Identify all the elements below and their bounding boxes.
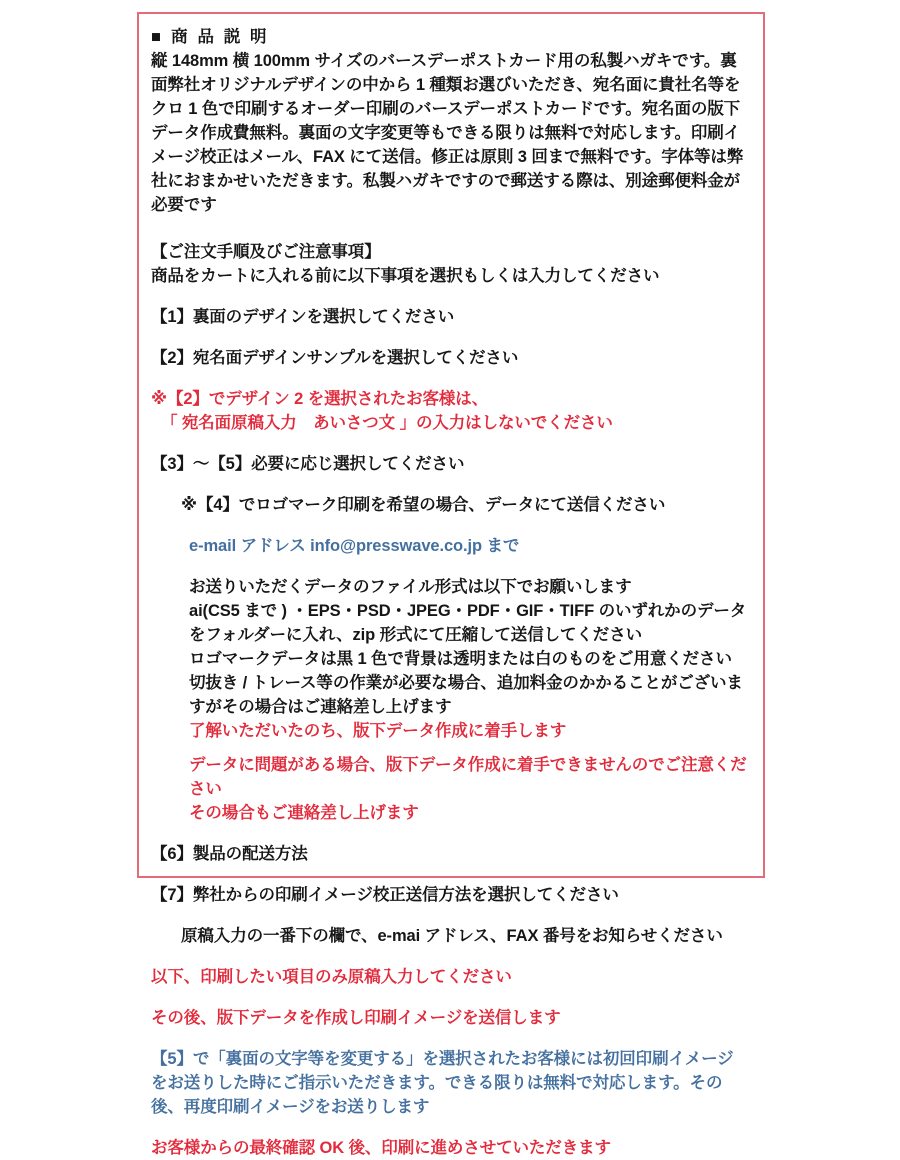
order-section-subtitle: 商品をカートに入れる前に以下事項を選択もしくは入力してください [151,267,660,285]
step-3-to-5: 【3】〜【5】必要に応じ選択してください [151,455,465,473]
data-problem-note: データに問題がある場合、版下データ作成に着手できませんのでご注意ください [189,756,747,798]
logo-print-note: ※【4】でロゴマーク印刷を希望の場合、データにて送信ください [181,496,666,514]
file-format-intro: お送りいただくデータのファイル形式は以下でお願いします [189,578,632,596]
spacer [151,558,749,575]
step-2: 【2】宛名面デザインサンプルを選択してください [151,349,519,367]
order-section-title: 【ご注文手順及びご注意事項】 [151,243,381,261]
spacer [151,866,749,883]
email-label: e-mail アドレス [189,537,311,555]
spacer [151,743,749,753]
product-description-frame [137,12,765,1157]
page-title: 商 品 説 明 [171,28,270,46]
intro-paragraph: 縦 148mm 横 100mm サイズのバースデーポストカード用の私製ハガキです。裏面弊社オリジナルデザインの中から 1 種類お選びいただき、宛名面に貴社名等をクロ 1 色で印刷するオーダー印刷のバースデーポストカードです。宛名面の版下データ作成費無料。裏面の文字変更等もできる限りは無料で対応します。印刷イメージ校正はメール、FAX にて送信。修正は原則 3 回まで無料です。字体等は弊社におまかせいただきます。私製ハガキですので郵送する際は、別途郵便料金が必要です [151,52,744,214]
acknowledgement-note: 了解いただいたのち、版下データ作成に着手します [189,722,567,740]
trace-extra-fee-note: 切抜き / トレース等の作業が必要な場合、追加料金のかかることがございますがその場合はご連絡差し上げます [189,674,743,716]
step-1: 【1】裏面のデザインを選択してください [151,308,455,326]
step-7: 【7】弊社からの印刷イメージ校正送信方法を選択してください [151,886,619,904]
spacer [151,370,749,387]
spacer [151,476,749,493]
spacer [151,435,749,452]
spacer [151,1119,749,1136]
change-notice-paragraph: 【5】で「裏面の文字等を変更する」を選択されたお客様には初回印刷イメージをお送りした時にご指示いただきます。できる限りは無料で対応します。その後、再度印刷イメージをお送りします [151,1050,734,1116]
spacer [151,1030,749,1047]
after-send-note: その後、版下データを作成し印刷イメージを送信します [151,1009,561,1027]
spacer [151,825,749,842]
spacer [151,329,749,346]
logo-color-note: ロゴマークデータは黒 1 色で背景は透明または白のものをご用意ください [189,650,732,668]
email-suffix: まで [481,537,520,555]
spacer [151,948,749,965]
data-problem-note-2: その場合もご連絡差し上げます [189,804,419,822]
design2-note-line2: 「 宛名面原稿入力 あいさつ文 」の入力はしないでください [161,414,613,432]
section-heading [151,25,749,49]
spacer [151,288,749,305]
email-address[interactable]: info@presswave.co.jp [310,537,482,555]
file-format-detail: ai(CS5 まで ) ・EPS・PSD・JPEG・PDF・GIF・TIFF のいずれかのデータをフォルダーに入れ、zip 形式にて圧縮して送信してください [189,602,747,644]
input-only-note: 以下、印刷したい項目のみ原稿入力してください [151,968,512,986]
email-line [151,534,749,558]
spacer [151,217,749,240]
design2-note-line1: ※【2】でデザイン 2 を選択されたお客様は、 [151,390,489,408]
final-confirmation-note: お客様からの最終確認 OK 後、印刷に進めさせていただきます [151,1139,611,1157]
document-body [151,25,749,1160]
square-bullet-icon: ■ [151,28,164,46]
step-7-note: 原稿入力の一番下の欄で、e-mai アドレス、FAX 番号をお知らせください [181,927,723,945]
step-6: 【6】製品の配送方法 [151,845,308,863]
spacer [151,989,749,1006]
spacer [151,907,749,924]
spacer [151,517,749,534]
